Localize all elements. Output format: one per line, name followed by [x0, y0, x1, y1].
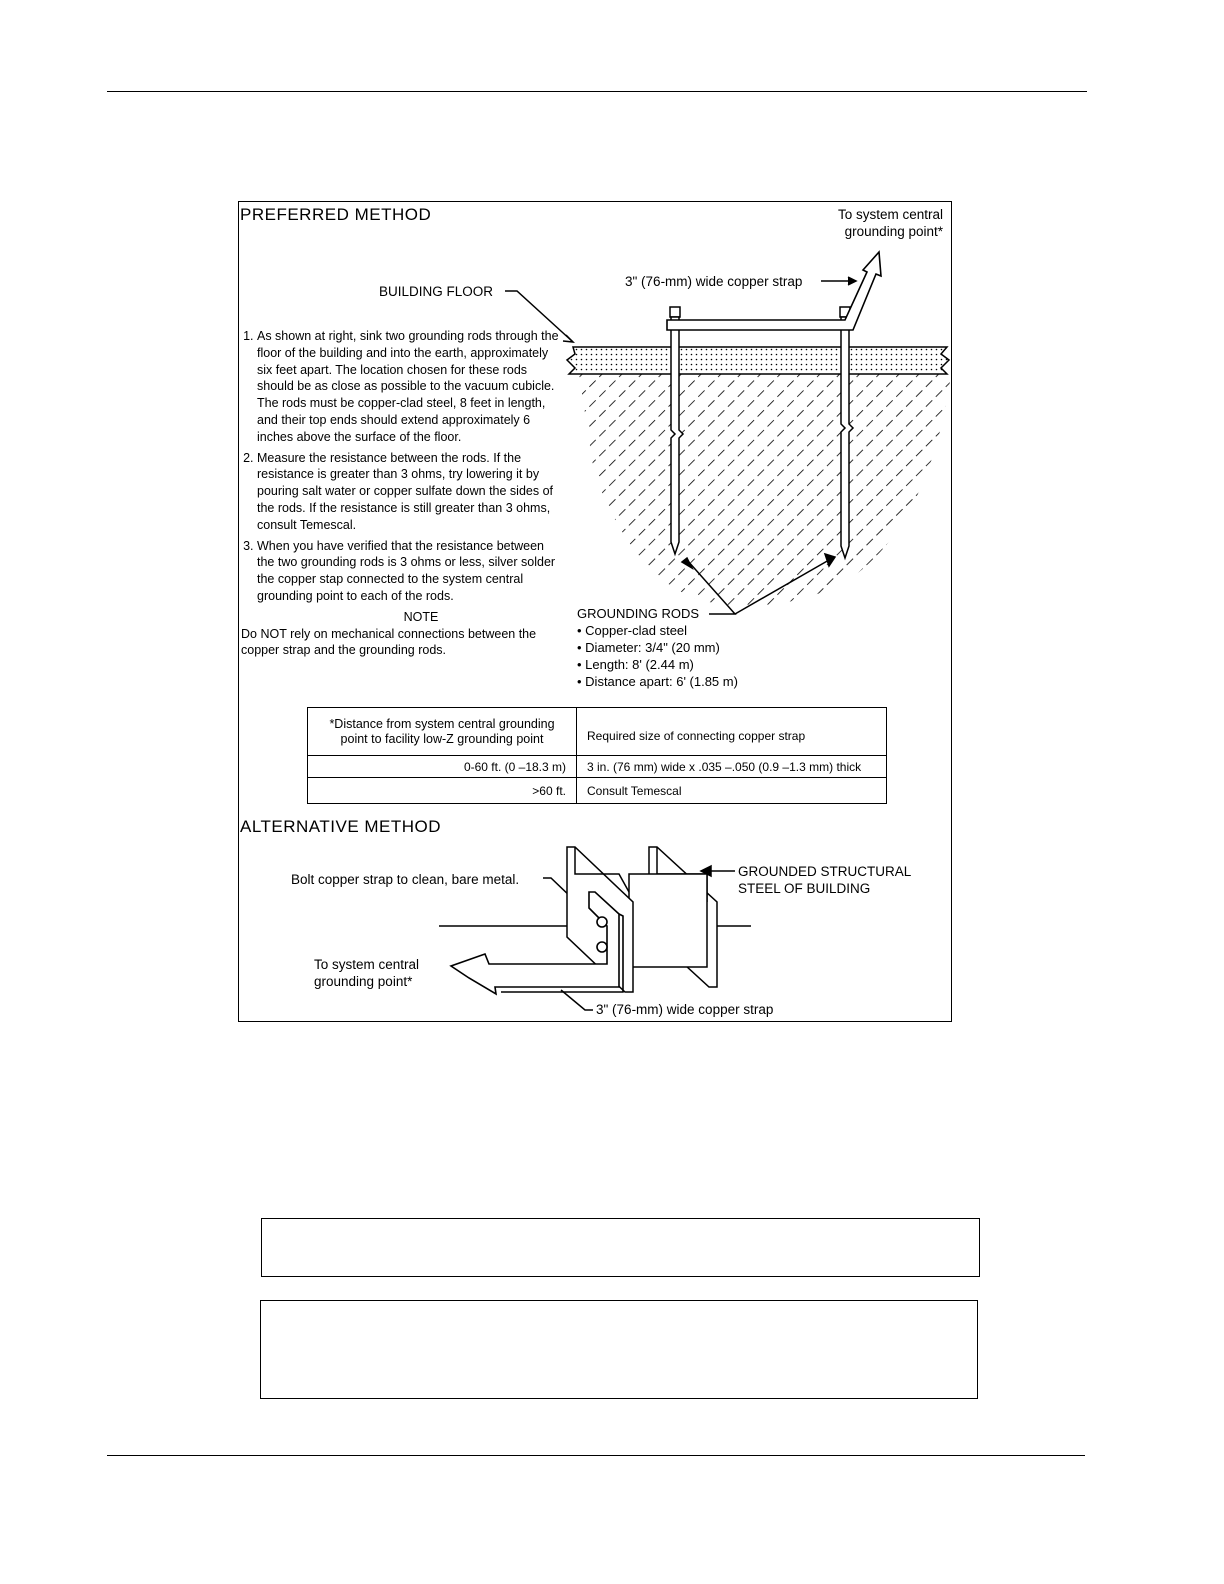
table-header-row — [308, 708, 887, 756]
procedure-steps — [241, 328, 561, 659]
rod-spec-item: • Copper-clad steel — [577, 623, 688, 638]
size-cell: 3 in. (76 mm) wide x .035 –.050 (0.9 –1.3 mm) thick — [577, 756, 887, 778]
to-central-ground-line2: grounding point* — [844, 224, 943, 239]
structural-steel-line2: STEEL OF BUILDING — [738, 881, 871, 896]
structural-steel-label — [738, 863, 911, 897]
header-rule — [107, 91, 1087, 92]
rod-spec-item: • Diameter: 3/4" (20 mm) — [577, 640, 720, 655]
strap-size-table — [307, 707, 887, 804]
rod-spec-item: • Distance apart: 6' (1.85 m) — [577, 674, 738, 689]
table-row — [308, 756, 887, 778]
grounding-rods-title: GROUNDING RODS — [577, 606, 700, 621]
earth-hatch — [569, 370, 953, 620]
to-central-ground-line1: To system central — [837, 207, 943, 222]
rod-spec-item: • Length: 8' (2.44 m) — [577, 657, 694, 672]
table-header-distance — [308, 708, 577, 756]
note-title: NOTE — [403, 609, 439, 624]
footer-rule — [107, 1455, 1085, 1456]
empty-box-1 — [261, 1218, 980, 1277]
alt-copper-strap-label: 3" (76-mm) wide copper strap — [596, 1002, 774, 1017]
size-cell: Consult Temescal — [577, 778, 887, 804]
building-floor-label: BUILDING FLOOR — [379, 284, 494, 299]
preferred-method-title: PREFERRED METHOD — [240, 205, 432, 224]
step-3: 3. When you have verified that the resistance between the two grounding rods is 3 ohms or less, silver solder the copper stap connected to the system central grounding point to each of the rods. — [257, 538, 561, 605]
table-row — [308, 778, 887, 804]
alternative-method-title: ALTERNATIVE METHOD — [240, 817, 442, 836]
header-distance-line2: point to facility low-Z grounding point — [340, 731, 544, 746]
alt-to-central-ground-label — [314, 956, 419, 990]
grounding-rods-specs — [577, 605, 738, 690]
bolt-strap-label: Bolt copper strap to clean, bare metal. — [291, 872, 520, 887]
distance-cell: 0-60 ft. (0 –18.3 m) — [308, 756, 577, 778]
alt-to-central-ground-line1: To system central — [314, 957, 420, 972]
building-floor-slab — [567, 347, 949, 374]
copper-strap-label: 3" (76-mm) wide copper strap — [625, 274, 803, 289]
note-text: Do NOT rely on mechanical connections between the copper strap and the grounding rods. — [241, 626, 537, 658]
table-header-size: Required size of connecting copper strap — [577, 708, 887, 756]
copper-strap — [667, 252, 881, 330]
structural-steel-line1: GROUNDED STRUCTURAL — [738, 864, 912, 879]
grounding-figure — [238, 201, 952, 1022]
distance-cell: >60 ft. — [308, 778, 577, 804]
step-1: 1. As shown at right, sink two grounding rods through the floor of the building and into the earth, approximately six feet apart. The location chosen for these rods should be as close as possible to the vacuum cubicle. The rods must be copper-clad steel, 8 feet in length, and their top ends should extend approximately 6 inches above the surface of the floor. — [257, 328, 561, 446]
alt-to-central-ground-line2: grounding point* — [314, 974, 413, 989]
empty-box-2 — [260, 1300, 978, 1399]
header-distance-line1: *Distance from system central grounding — [329, 716, 555, 731]
step-2: 2. Measure the resistance between the rods. If the resistance is greater than 3 ohms, try lowering it by pouring salt water or copper sulfate down the sides of the rods. If the resistance is still greater than 3 ohms, consult Temescal. — [257, 450, 561, 534]
to-central-ground-label — [838, 206, 943, 240]
